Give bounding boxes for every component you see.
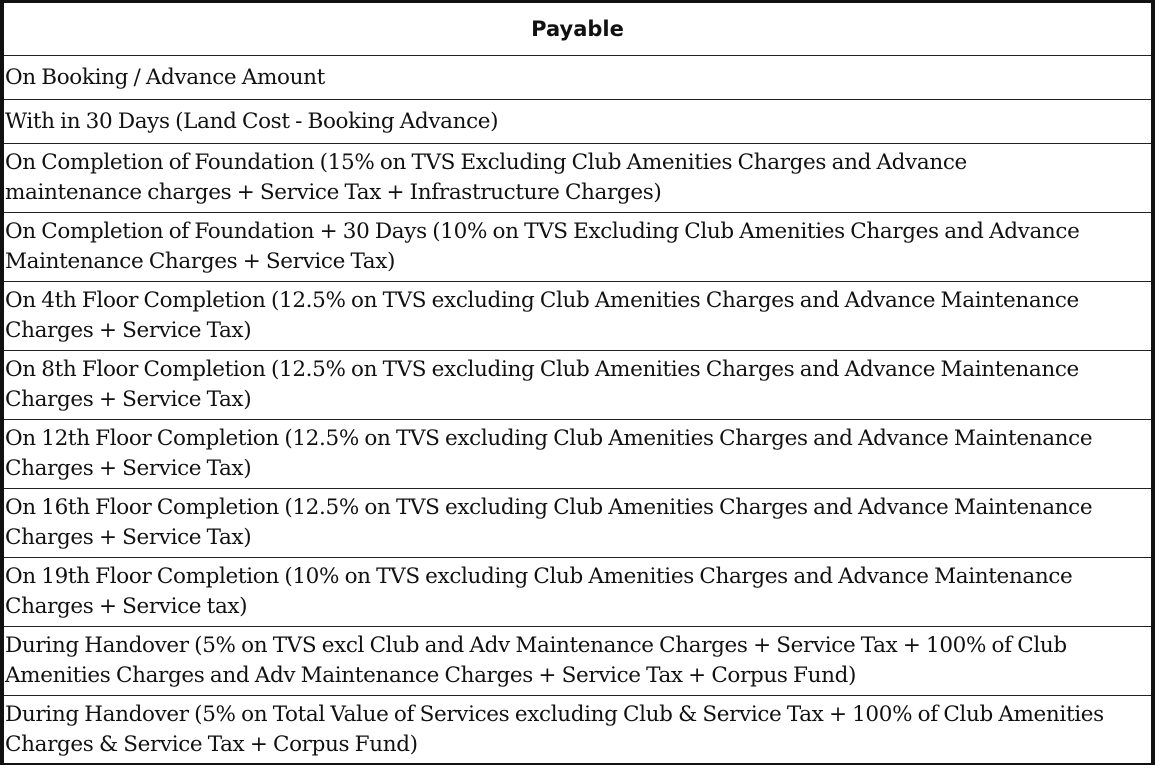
row-text-line2: Amenities Charges and Adv Maintenance Charges + Service Tax + Corpus Fund) [5, 663, 857, 688]
row-text-line2: Charges + Service Tax) [5, 456, 252, 481]
row-text-line2: Charges + Service Tax) [5, 318, 252, 343]
row-text-line1: With in 30 Days (Land Cost - Booking Advance) [5, 108, 499, 134]
table-row [4, 558, 1151, 627]
table-row [4, 213, 1151, 282]
row-text-line2: maintenance charges + Service Tax + Infrastructure Charges) [5, 180, 662, 205]
table-row [4, 56, 1151, 100]
row-text-line1: On 4th Floor Completion (12.5% on TVS excluding Club Amenities Charges and Advance Maintenance [5, 288, 1079, 313]
table-row [4, 420, 1151, 489]
table-row [4, 627, 1151, 696]
table-row [4, 144, 1151, 213]
row-text-line1: On 8th Floor Completion (12.5% on TVS excluding Club Amenities Charges and Advance Maintenance [5, 357, 1079, 382]
row-text-line1: On 12th Floor Completion (12.5% on TVS excluding Club Amenities Charges and Advance Maintenance [5, 426, 1093, 451]
row-text-line1: On Completion of Foundation + 30 Days (10% on TVS Excluding Club Amenities Charges and Advance [5, 219, 1080, 244]
table-row [4, 489, 1151, 558]
row-text-line2: Charges + Service Tax) [5, 387, 252, 412]
row-text-line1: During Handover (5% on TVS excl Club and Adv Maintenance Charges + Service Tax + 100% of Club [5, 633, 1067, 658]
row-text-line1: On 19th Floor Completion (10% on TVS excluding Club Amenities Charges and Advance Maintenance [5, 564, 1073, 589]
row-text-line2: Charges + Service tax) [5, 594, 248, 619]
header-payable: Payable [531, 17, 624, 41]
row-text-line2: Charges & Service Tax + Corpus Fund) [5, 731, 418, 757]
row-text-line1: On Completion of Foundation (15% on TVS Excluding Club Amenities Charges and Advance [5, 150, 967, 175]
row-text-line2: Maintenance Charges + Service Tax) [5, 249, 396, 274]
table-row [4, 100, 1151, 144]
table-row [4, 282, 1151, 351]
row-text-line1: During Handover (5% on Total Value of Services excluding Club & Service Tax + 100% of Club Amenities [5, 701, 1104, 727]
row-text-line2: Charges + Service Tax) [5, 525, 252, 550]
table-header [4, 3, 1151, 56]
table-row [4, 351, 1151, 420]
row-text-line1: On Booking / Advance Amount [5, 64, 325, 90]
table-row [4, 696, 1151, 765]
row-text-line1: On 16th Floor Completion (12.5% on TVS excluding Club Amenities Charges and Advance Maintenance [5, 495, 1093, 520]
